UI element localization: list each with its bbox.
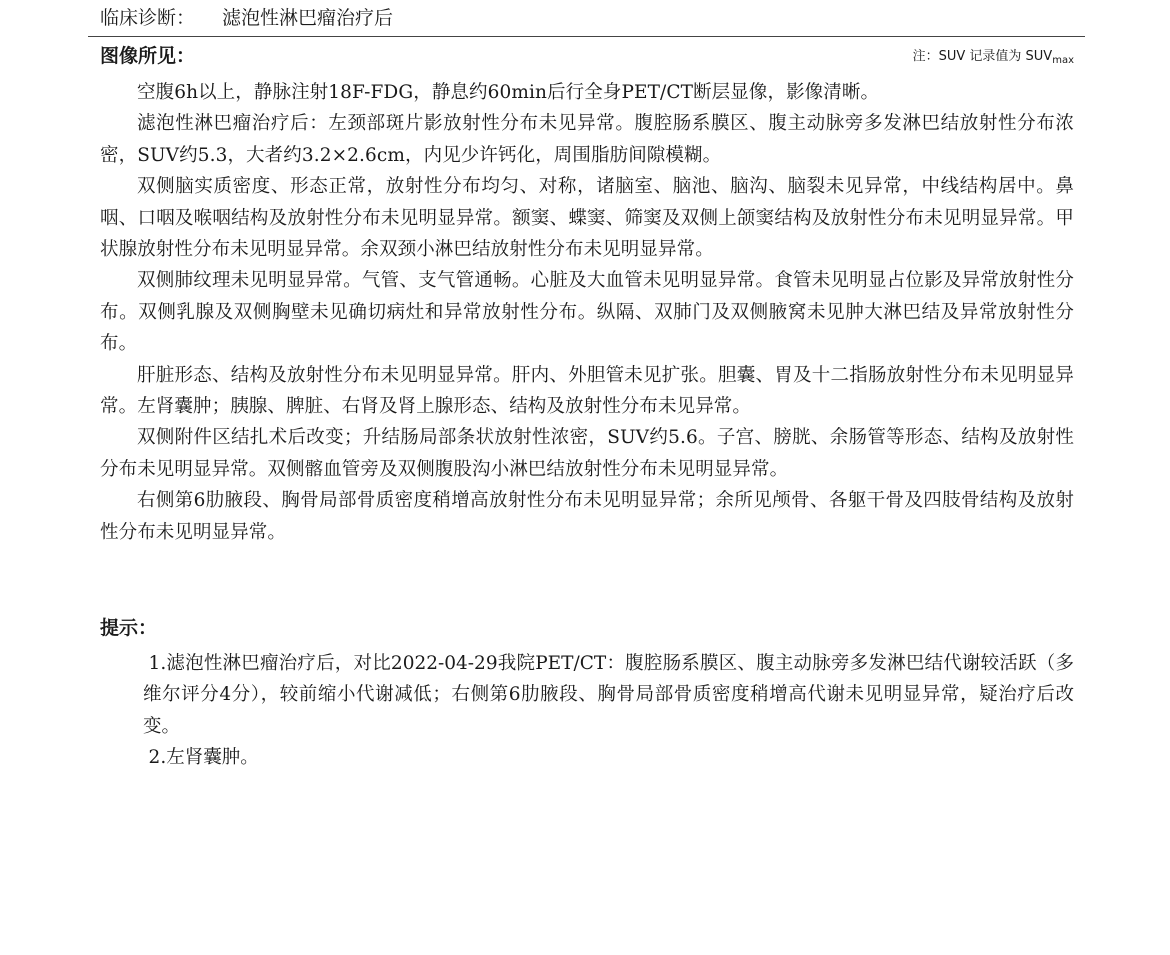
findings-paragraph: 滤泡性淋巴瘤治疗后：左颈部斑片影放射性分布未见异常。腹腔肠系膜区、腹主动脉旁多发淋巴结放射性分布浓密，SUV约5.3，大者约3.2×2.6cm，内见少许钙化，周围脂肪间隙模糊。: [100, 113, 1074, 166]
findings-paragraph: 空腹6h以上，静脉注射18F-FDG，静息约60min后行全身PET/CT断层显像，影像清晰。: [137, 82, 880, 103]
hints-heading: 提示：: [100, 617, 158, 639]
findings-paragraph: 双侧附件区结扎术后改变；升结肠局部条状放射性浓密，SUV约5.6。子宫、膀胱、余肠管等形态、结构及放射性分布未见明显异常。双侧髂血管旁及双侧腹股沟小淋巴结放射性分布未见明显异常。: [100, 427, 1074, 480]
findings-paragraph: 双侧脑实质密度、形态正常，放射性分布均匀、对称，诸脑室、脑池、脑沟、脑裂未见异常，中线结构居中。鼻咽、口咽及喉咽结构及放射性分布未见明显异常。额窦、蝶窦、筛窦及双侧上颌窦结构及放射性分布未见明显异常。甲状腺放射性分布未见明显异常。余双颈小淋巴结放射性分布未见明显异常。: [100, 176, 1074, 261]
clinical-diagnosis-label: 临床诊断：: [100, 7, 196, 29]
clinical-diagnosis-value: 滤泡性淋巴瘤治疗后: [222, 7, 394, 29]
header-divider: [88, 36, 1085, 37]
findings-paragraph: 肝脏形态、结构及放射性分布未见明显异常。肝内、外胆管未见扩张。胆囊、胃及十二指肠放射性分布未见明显异常。左肾囊肿；胰腺、脾脏、右肾及肾上腺形态、结构及放射性分布未见异常。: [100, 364, 1074, 418]
findings-paragraph: 右侧第6肋腋段、胸骨局部骨质密度稍增高放射性分布未见明显异常；余所见颅骨、各躯干骨及四肢骨结构及放射性分布未见明显异常。: [100, 490, 1074, 543]
findings-body: [100, 77, 1074, 548]
suv-note-text: 注：SUV 记录值为 SUV: [912, 49, 1053, 64]
findings-paragraph: 双侧肺纹理未见明显异常。气管、支气管通畅。心脏及大血管未见明显异常。食管未见明显占位影及异常放射性分布。双侧乳腺及双侧胸壁未见确切病灶和异常放射性分布。纵隔、双肺门及双侧腋窝未见肿大淋巴结及异常放射性分布。: [100, 270, 1074, 355]
clinical-diagnosis-row: [100, 4, 393, 32]
hint-item: 1.滤泡性淋巴瘤治疗后，对比2022-04-29我院PET/CT：腹腔肠系膜区、腹主动脉旁多发淋巴结代谢较活跃（多维尔评分4分），较前缩小代谢减低；右侧第6肋腋段、胸骨局部骨质密度稍增高代谢未见明显异常，疑治疗后改变。: [143, 653, 1074, 737]
suv-note: [913, 46, 1074, 68]
hints-list: [143, 648, 1074, 774]
suv-note-subscript: max: [1052, 55, 1074, 66]
findings-heading: 图像所见：: [100, 45, 196, 67]
hint-item: 2.左肾囊肿。: [148, 747, 259, 769]
